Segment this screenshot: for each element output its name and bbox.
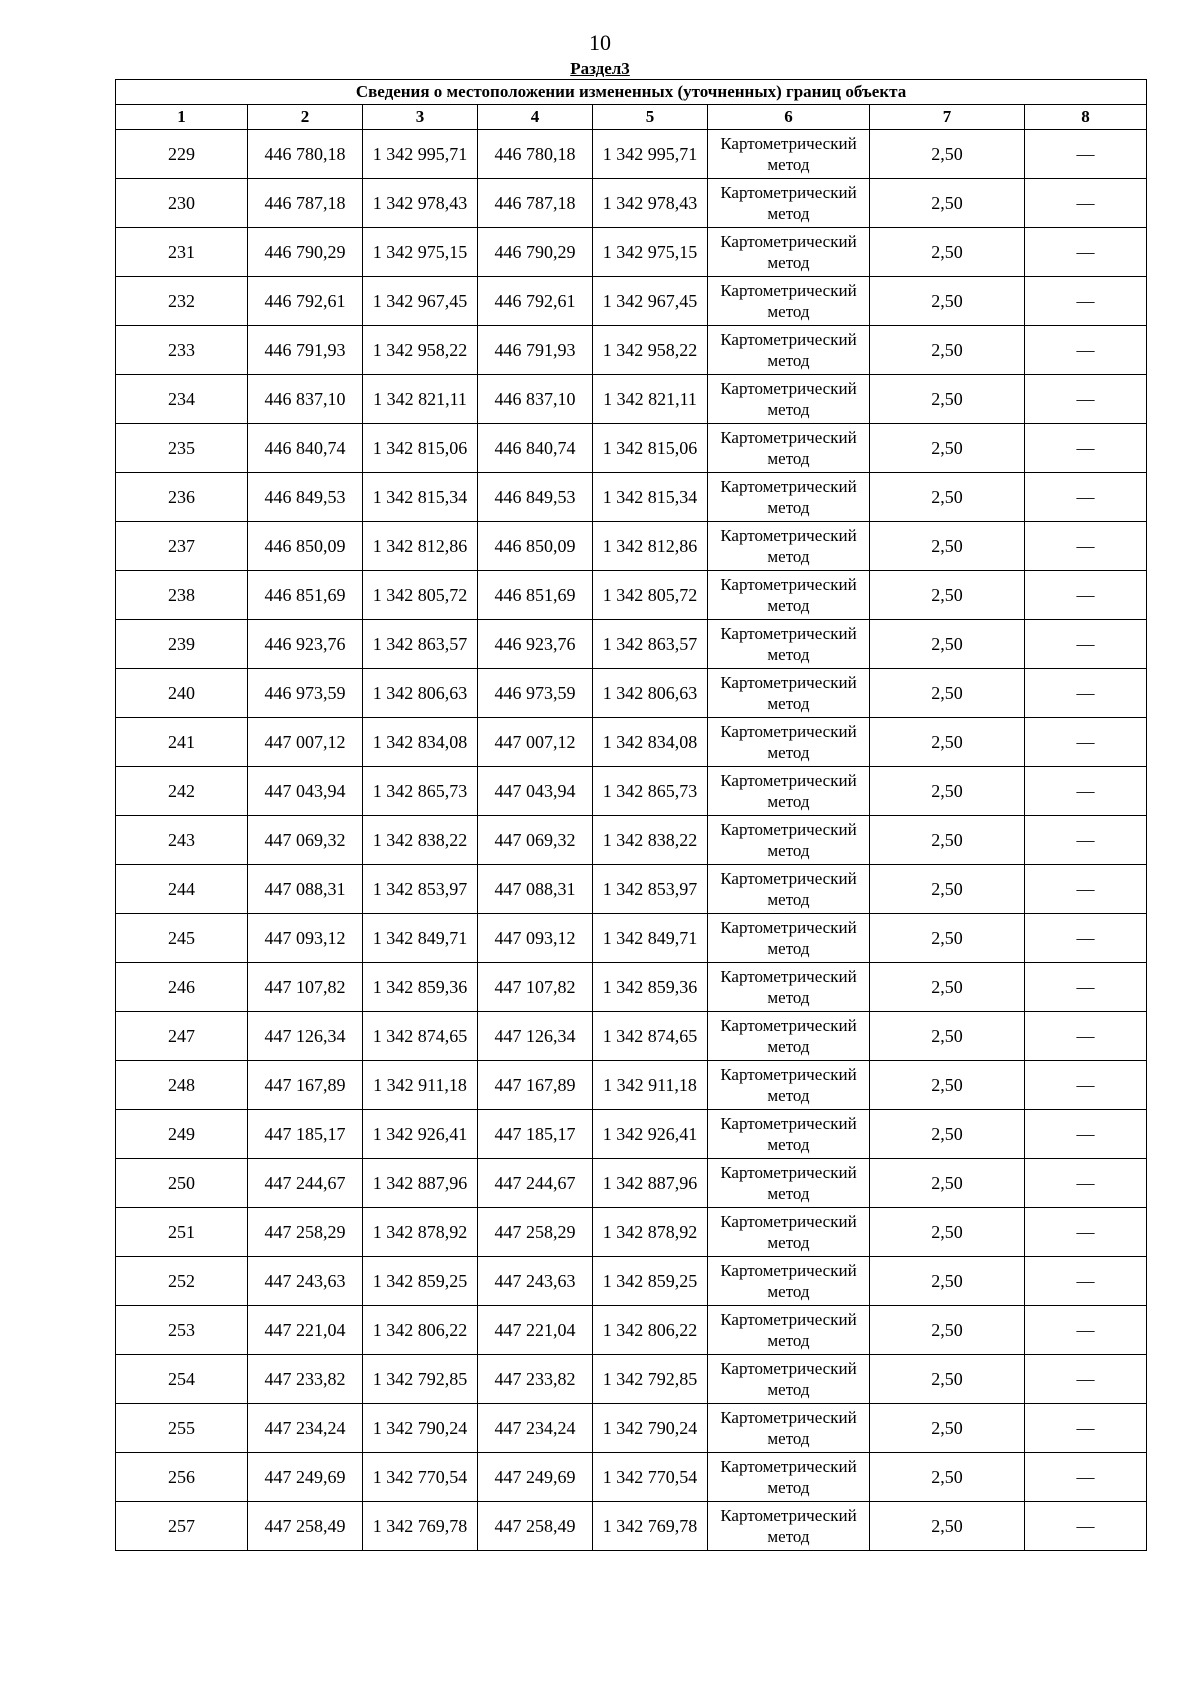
x-new-cell: 446 840,74	[478, 424, 593, 473]
method-cell: Картометрический метод	[708, 326, 870, 375]
method-cell: Картометрический метод	[708, 865, 870, 914]
table-row	[116, 767, 1147, 816]
accuracy-cell: 2,50	[870, 1061, 1025, 1110]
x-new-cell: 447 088,31	[478, 865, 593, 914]
y-existing-cell: 1 342 975,15	[363, 228, 478, 277]
point-number-cell: 237	[116, 522, 248, 571]
y-new-cell: 1 342 815,06	[593, 424, 708, 473]
x-new-cell: 446 787,18	[478, 179, 593, 228]
x-existing-cell: 446 840,74	[248, 424, 363, 473]
description-cell: —	[1025, 424, 1147, 473]
description-cell: —	[1025, 277, 1147, 326]
y-new-cell: 1 342 967,45	[593, 277, 708, 326]
description-cell: —	[1025, 571, 1147, 620]
y-existing-cell: 1 342 995,71	[363, 130, 478, 179]
table-row	[116, 1404, 1147, 1453]
accuracy-cell: 2,50	[870, 1257, 1025, 1306]
point-number-cell: 246	[116, 963, 248, 1012]
accuracy-cell: 2,50	[870, 767, 1025, 816]
x-new-cell: 447 221,04	[478, 1306, 593, 1355]
table-row	[116, 963, 1147, 1012]
table-row	[116, 1257, 1147, 1306]
x-existing-cell: 446 837,10	[248, 375, 363, 424]
description-cell: —	[1025, 228, 1147, 277]
x-existing-cell: 446 790,29	[248, 228, 363, 277]
description-cell: —	[1025, 1404, 1147, 1453]
description-cell: —	[1025, 1257, 1147, 1306]
y-existing-cell: 1 342 838,22	[363, 816, 478, 865]
x-new-cell: 447 107,82	[478, 963, 593, 1012]
x-existing-cell: 447 234,24	[248, 1404, 363, 1453]
method-cell: Картометрический метод	[708, 718, 870, 767]
y-existing-cell: 1 342 863,57	[363, 620, 478, 669]
x-new-cell: 447 007,12	[478, 718, 593, 767]
y-new-cell: 1 342 926,41	[593, 1110, 708, 1159]
description-cell: —	[1025, 375, 1147, 424]
method-cell: Картометрический метод	[708, 522, 870, 571]
table-row	[116, 914, 1147, 963]
x-existing-cell: 447 244,67	[248, 1159, 363, 1208]
point-number-cell: 247	[116, 1012, 248, 1061]
accuracy-cell: 2,50	[870, 424, 1025, 473]
table-row	[116, 865, 1147, 914]
x-new-cell: 446 791,93	[478, 326, 593, 375]
y-new-cell: 1 342 834,08	[593, 718, 708, 767]
x-new-cell: 446 837,10	[478, 375, 593, 424]
y-new-cell: 1 342 995,71	[593, 130, 708, 179]
x-new-cell: 446 923,76	[478, 620, 593, 669]
accuracy-cell: 2,50	[870, 571, 1025, 620]
x-existing-cell: 447 233,82	[248, 1355, 363, 1404]
boundary-coordinates-table	[115, 79, 1147, 1551]
x-new-cell: 446 780,18	[478, 130, 593, 179]
table-row	[116, 816, 1147, 865]
table-row	[116, 424, 1147, 473]
table-row	[116, 669, 1147, 718]
y-new-cell: 1 342 878,92	[593, 1208, 708, 1257]
y-existing-cell: 1 342 812,86	[363, 522, 478, 571]
y-existing-cell: 1 342 911,18	[363, 1061, 478, 1110]
description-cell: —	[1025, 179, 1147, 228]
accuracy-cell: 2,50	[870, 718, 1025, 767]
x-new-cell: 447 244,67	[478, 1159, 593, 1208]
x-existing-cell: 446 849,53	[248, 473, 363, 522]
accuracy-cell: 2,50	[870, 130, 1025, 179]
point-number-cell: 231	[116, 228, 248, 277]
table-row	[116, 1355, 1147, 1404]
page-number: 10	[589, 30, 611, 55]
description-cell: —	[1025, 816, 1147, 865]
table-row	[116, 130, 1147, 179]
method-cell: Картометрический метод	[708, 963, 870, 1012]
method-cell: Картометрический метод	[708, 1012, 870, 1061]
accuracy-cell: 2,50	[870, 1012, 1025, 1061]
point-number-cell: 239	[116, 620, 248, 669]
y-existing-cell: 1 342 815,06	[363, 424, 478, 473]
point-number-cell: 254	[116, 1355, 248, 1404]
accuracy-cell: 2,50	[870, 620, 1025, 669]
y-new-cell: 1 342 769,78	[593, 1502, 708, 1551]
accuracy-cell: 2,50	[870, 963, 1025, 1012]
x-existing-cell: 447 249,69	[248, 1453, 363, 1502]
y-new-cell: 1 342 805,72	[593, 571, 708, 620]
point-number-cell: 241	[116, 718, 248, 767]
x-existing-cell: 446 850,09	[248, 522, 363, 571]
y-new-cell: 1 342 978,43	[593, 179, 708, 228]
method-cell: Картометрический метод	[708, 1257, 870, 1306]
x-existing-cell: 446 791,93	[248, 326, 363, 375]
x-existing-cell: 446 780,18	[248, 130, 363, 179]
x-new-cell: 447 233,82	[478, 1355, 593, 1404]
point-number-cell: 251	[116, 1208, 248, 1257]
column-header-row	[116, 105, 1147, 130]
point-number-cell: 255	[116, 1404, 248, 1453]
description-cell: —	[1025, 326, 1147, 375]
y-new-cell: 1 342 859,36	[593, 963, 708, 1012]
y-existing-cell: 1 342 978,43	[363, 179, 478, 228]
accuracy-cell: 2,50	[870, 1502, 1025, 1551]
point-number-cell: 240	[116, 669, 248, 718]
point-number-cell: 234	[116, 375, 248, 424]
y-existing-cell: 1 342 859,25	[363, 1257, 478, 1306]
point-number-cell: 256	[116, 1453, 248, 1502]
table-row	[116, 326, 1147, 375]
x-existing-cell: 447 007,12	[248, 718, 363, 767]
y-new-cell: 1 342 821,11	[593, 375, 708, 424]
y-existing-cell: 1 342 815,34	[363, 473, 478, 522]
table-row	[116, 277, 1147, 326]
table-row	[116, 228, 1147, 277]
y-new-cell: 1 342 958,22	[593, 326, 708, 375]
x-new-cell: 447 258,49	[478, 1502, 593, 1551]
point-number-cell: 229	[116, 130, 248, 179]
y-existing-cell: 1 342 792,85	[363, 1355, 478, 1404]
method-cell: Картометрический метод	[708, 228, 870, 277]
x-new-cell: 447 043,94	[478, 767, 593, 816]
accuracy-cell: 2,50	[870, 1453, 1025, 1502]
column-header: 3	[363, 105, 478, 130]
accuracy-cell: 2,50	[870, 179, 1025, 228]
table-caption: Сведения о местоположении измененных (уточненных) границ объекта	[116, 80, 1147, 105]
table-row	[116, 1306, 1147, 1355]
y-existing-cell: 1 342 853,97	[363, 865, 478, 914]
table-row	[116, 718, 1147, 767]
x-existing-cell: 446 851,69	[248, 571, 363, 620]
description-cell: —	[1025, 718, 1147, 767]
x-existing-cell: 447 185,17	[248, 1110, 363, 1159]
section-title: Раздел3	[570, 59, 630, 78]
x-existing-cell: 447 126,34	[248, 1012, 363, 1061]
y-new-cell: 1 342 849,71	[593, 914, 708, 963]
y-existing-cell: 1 342 958,22	[363, 326, 478, 375]
table-row	[116, 1110, 1147, 1159]
table-row	[116, 1502, 1147, 1551]
table-row	[116, 522, 1147, 571]
description-cell: —	[1025, 865, 1147, 914]
y-existing-cell: 1 342 967,45	[363, 277, 478, 326]
point-number-cell: 245	[116, 914, 248, 963]
method-cell: Картометрический метод	[708, 669, 870, 718]
description-cell: —	[1025, 1110, 1147, 1159]
y-existing-cell: 1 342 790,24	[363, 1404, 478, 1453]
method-cell: Картометрический метод	[708, 1208, 870, 1257]
point-number-cell: 233	[116, 326, 248, 375]
table-row	[116, 1453, 1147, 1502]
y-existing-cell: 1 342 821,11	[363, 375, 478, 424]
table-row	[116, 1061, 1147, 1110]
column-header: 7	[870, 105, 1025, 130]
method-cell: Картометрический метод	[708, 424, 870, 473]
description-cell: —	[1025, 1208, 1147, 1257]
accuracy-cell: 2,50	[870, 326, 1025, 375]
x-existing-cell: 446 923,76	[248, 620, 363, 669]
description-cell: —	[1025, 1061, 1147, 1110]
y-existing-cell: 1 342 926,41	[363, 1110, 478, 1159]
table-row	[116, 1012, 1147, 1061]
x-existing-cell: 447 069,32	[248, 816, 363, 865]
accuracy-cell: 2,50	[870, 522, 1025, 571]
accuracy-cell: 2,50	[870, 816, 1025, 865]
x-new-cell: 446 792,61	[478, 277, 593, 326]
point-number-cell: 244	[116, 865, 248, 914]
point-number-cell: 243	[116, 816, 248, 865]
method-cell: Картометрический метод	[708, 130, 870, 179]
method-cell: Картометрический метод	[708, 620, 870, 669]
description-cell: —	[1025, 1012, 1147, 1061]
x-new-cell: 447 185,17	[478, 1110, 593, 1159]
x-existing-cell: 447 107,82	[248, 963, 363, 1012]
x-existing-cell: 447 258,49	[248, 1502, 363, 1551]
accuracy-cell: 2,50	[870, 277, 1025, 326]
x-existing-cell: 447 258,29	[248, 1208, 363, 1257]
method-cell: Картометрический метод	[708, 816, 870, 865]
x-new-cell: 447 093,12	[478, 914, 593, 963]
method-cell: Картометрический метод	[708, 1061, 870, 1110]
y-new-cell: 1 342 792,85	[593, 1355, 708, 1404]
y-new-cell: 1 342 790,24	[593, 1404, 708, 1453]
method-cell: Картометрический метод	[708, 767, 870, 816]
description-cell: —	[1025, 1355, 1147, 1404]
accuracy-cell: 2,50	[870, 1208, 1025, 1257]
y-existing-cell: 1 342 878,92	[363, 1208, 478, 1257]
method-cell: Картометрический метод	[708, 1502, 870, 1551]
y-existing-cell: 1 342 805,72	[363, 571, 478, 620]
column-header: 4	[478, 105, 593, 130]
x-new-cell: 446 973,59	[478, 669, 593, 718]
y-new-cell: 1 342 874,65	[593, 1012, 708, 1061]
y-new-cell: 1 342 887,96	[593, 1159, 708, 1208]
y-new-cell: 1 342 815,34	[593, 473, 708, 522]
table-row	[116, 473, 1147, 522]
x-new-cell: 446 790,29	[478, 228, 593, 277]
description-cell: —	[1025, 1502, 1147, 1551]
table-row	[116, 1208, 1147, 1257]
y-existing-cell: 1 342 769,78	[363, 1502, 478, 1551]
accuracy-cell: 2,50	[870, 1355, 1025, 1404]
y-new-cell: 1 342 863,57	[593, 620, 708, 669]
y-new-cell: 1 342 806,63	[593, 669, 708, 718]
x-new-cell: 447 243,63	[478, 1257, 593, 1306]
y-new-cell: 1 342 806,22	[593, 1306, 708, 1355]
description-cell: —	[1025, 522, 1147, 571]
column-header: 5	[593, 105, 708, 130]
table-row	[116, 1159, 1147, 1208]
x-existing-cell: 447 088,31	[248, 865, 363, 914]
x-existing-cell: 447 093,12	[248, 914, 363, 963]
x-existing-cell: 447 167,89	[248, 1061, 363, 1110]
y-existing-cell: 1 342 806,22	[363, 1306, 478, 1355]
method-cell: Картометрический метод	[708, 277, 870, 326]
accuracy-cell: 2,50	[870, 914, 1025, 963]
y-new-cell: 1 342 859,25	[593, 1257, 708, 1306]
method-cell: Картометрический метод	[708, 375, 870, 424]
y-new-cell: 1 342 770,54	[593, 1453, 708, 1502]
method-cell: Картометрический метод	[708, 473, 870, 522]
y-new-cell: 1 342 865,73	[593, 767, 708, 816]
y-new-cell: 1 342 975,15	[593, 228, 708, 277]
point-number-cell: 235	[116, 424, 248, 473]
method-cell: Картометрический метод	[708, 914, 870, 963]
x-existing-cell: 447 043,94	[248, 767, 363, 816]
y-new-cell: 1 342 812,86	[593, 522, 708, 571]
point-number-cell: 248	[116, 1061, 248, 1110]
method-cell: Картометрический метод	[708, 1306, 870, 1355]
description-cell: —	[1025, 767, 1147, 816]
point-number-cell: 230	[116, 179, 248, 228]
description-cell: —	[1025, 914, 1147, 963]
column-header: 8	[1025, 105, 1147, 130]
x-existing-cell: 446 787,18	[248, 179, 363, 228]
description-cell: —	[1025, 473, 1147, 522]
description-cell: —	[1025, 130, 1147, 179]
table-body	[116, 130, 1147, 1551]
y-existing-cell: 1 342 849,71	[363, 914, 478, 963]
y-new-cell: 1 342 838,22	[593, 816, 708, 865]
accuracy-cell: 2,50	[870, 228, 1025, 277]
table-row	[116, 375, 1147, 424]
table-row	[116, 179, 1147, 228]
y-existing-cell: 1 342 834,08	[363, 718, 478, 767]
method-cell: Картометрический метод	[708, 179, 870, 228]
x-new-cell: 447 126,34	[478, 1012, 593, 1061]
accuracy-cell: 2,50	[870, 865, 1025, 914]
method-cell: Картометрический метод	[708, 1355, 870, 1404]
y-existing-cell: 1 342 770,54	[363, 1453, 478, 1502]
y-existing-cell: 1 342 859,36	[363, 963, 478, 1012]
point-number-cell: 242	[116, 767, 248, 816]
x-existing-cell: 446 792,61	[248, 277, 363, 326]
column-header: 1	[116, 105, 248, 130]
point-number-cell: 232	[116, 277, 248, 326]
x-existing-cell: 446 973,59	[248, 669, 363, 718]
x-existing-cell: 447 243,63	[248, 1257, 363, 1306]
x-new-cell: 447 069,32	[478, 816, 593, 865]
description-cell: —	[1025, 963, 1147, 1012]
point-number-cell: 257	[116, 1502, 248, 1551]
method-cell: Картометрический метод	[708, 1110, 870, 1159]
y-existing-cell: 1 342 874,65	[363, 1012, 478, 1061]
description-cell: —	[1025, 1453, 1147, 1502]
y-new-cell: 1 342 853,97	[593, 865, 708, 914]
accuracy-cell: 2,50	[870, 1404, 1025, 1453]
x-new-cell: 447 249,69	[478, 1453, 593, 1502]
method-cell: Картометрический метод	[708, 1453, 870, 1502]
x-new-cell: 446 849,53	[478, 473, 593, 522]
y-existing-cell: 1 342 806,63	[363, 669, 478, 718]
method-cell: Картометрический метод	[708, 571, 870, 620]
method-cell: Картометрический метод	[708, 1404, 870, 1453]
description-cell: —	[1025, 669, 1147, 718]
description-cell: —	[1025, 1159, 1147, 1208]
accuracy-cell: 2,50	[870, 1110, 1025, 1159]
point-number-cell: 250	[116, 1159, 248, 1208]
y-new-cell: 1 342 911,18	[593, 1061, 708, 1110]
description-cell: —	[1025, 620, 1147, 669]
accuracy-cell: 2,50	[870, 473, 1025, 522]
x-new-cell: 446 851,69	[478, 571, 593, 620]
table-row	[116, 620, 1147, 669]
point-number-cell: 238	[116, 571, 248, 620]
point-number-cell: 249	[116, 1110, 248, 1159]
y-existing-cell: 1 342 865,73	[363, 767, 478, 816]
point-number-cell: 252	[116, 1257, 248, 1306]
accuracy-cell: 2,50	[870, 669, 1025, 718]
point-number-cell: 253	[116, 1306, 248, 1355]
point-number-cell: 236	[116, 473, 248, 522]
method-cell: Картометрический метод	[708, 1159, 870, 1208]
accuracy-cell: 2,50	[870, 1159, 1025, 1208]
column-header: 6	[708, 105, 870, 130]
x-new-cell: 447 167,89	[478, 1061, 593, 1110]
column-header: 2	[248, 105, 363, 130]
y-existing-cell: 1 342 887,96	[363, 1159, 478, 1208]
x-new-cell: 447 258,29	[478, 1208, 593, 1257]
description-cell: —	[1025, 1306, 1147, 1355]
x-existing-cell: 447 221,04	[248, 1306, 363, 1355]
accuracy-cell: 2,50	[870, 1306, 1025, 1355]
x-new-cell: 446 850,09	[478, 522, 593, 571]
x-new-cell: 447 234,24	[478, 1404, 593, 1453]
accuracy-cell: 2,50	[870, 375, 1025, 424]
table-row	[116, 571, 1147, 620]
